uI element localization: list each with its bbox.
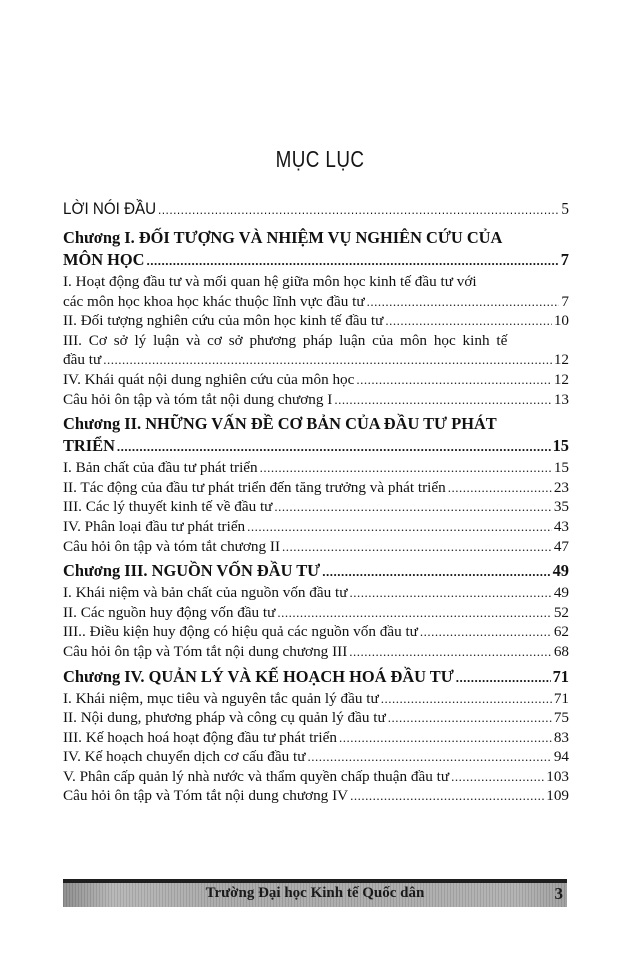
toc-chapter-1-title[interactable]: Chương I. ĐỐI TƯỢNG VÀ NHIỆM VỤ NGHIÊN CỨU CỦA [63, 228, 503, 247]
toc-page-number: 83 [553, 728, 569, 746]
toc-entry[interactable]: II. Đối tượng nghiên cứu của môn học kinh tế đầu tư ..... 10 [63, 311, 569, 331]
footer-university-name: Trường Đại học Kinh tế Quốc dân [205, 885, 425, 901]
dot-leader [367, 292, 560, 312]
toc-page-number: 62 [553, 623, 569, 641]
table-of-contents [63, 196, 569, 806]
toc-page-number: 52 [553, 603, 569, 621]
footer-page-number: 3 [554, 884, 563, 903]
dot-leader [448, 478, 552, 498]
dot-leader [356, 370, 551, 390]
toc-page-number: 5 [561, 199, 570, 218]
dot-leader [339, 728, 552, 748]
toc-entry[interactable]: đầu tư ..... 12 [63, 350, 569, 370]
dot-leader [456, 667, 551, 689]
toc-entry[interactable]: Câu hỏi ôn tập và tóm tắt nội dung chương I ..... 13 [63, 390, 569, 410]
toc-entry[interactable]: Câu hỏi ôn tập và Tóm tắt nội dung chương IV ..... 109 [63, 786, 569, 806]
dot-leader [247, 517, 552, 537]
toc-entry[interactable]: III.. Điều kiện huy động có hiệu quả các nguồn vốn đầu tư ..... 62 [63, 622, 569, 642]
dot-leader [277, 603, 551, 623]
toc-page-number: 68 [553, 642, 569, 660]
toc-entry[interactable]: Câu hỏi ôn tập và tóm tắt chương II ..... 47 [63, 537, 569, 557]
toc-page-number: 10 [553, 312, 569, 330]
dot-leader [350, 786, 544, 806]
toc-page-number: 43 [553, 517, 569, 535]
dot-leader [282, 537, 552, 557]
dot-leader [103, 350, 552, 370]
toc-page-number: 7 [560, 250, 569, 269]
toc-entry[interactable]: II. Nội dung, phương pháp và công cụ quản lý đầu tư ..... 75 [63, 708, 569, 728]
dot-leader [158, 197, 560, 223]
dot-leader [307, 747, 551, 767]
toc-chapter-4[interactable]: Chương IV. QUẢN LÝ VÀ KẾ HOẠCH HOÁ ĐẦU TƯ ..... 71 [63, 666, 569, 689]
toc-page-number: 75 [553, 709, 569, 727]
toc-page-number: 7 [561, 292, 569, 310]
dot-leader [388, 708, 552, 728]
toc-page-number: 12 [553, 370, 569, 388]
toc-entry-label: LỜI NÓI ĐẦU [63, 200, 157, 218]
toc-chapter-2-title[interactable]: Chương II. NHỮNG VẤN ĐỀ CƠ BẢN CỦA ĐẦU TƯ PHÁT [63, 414, 497, 434]
toc-entry[interactable]: IV. Kế hoạch chuyển dịch cơ cấu đầu tư ..... 94 [63, 747, 569, 767]
dot-leader [381, 689, 552, 709]
toc-entry-preface[interactable] [63, 196, 569, 223]
toc-entry[interactable]: I. Khái niệm, mục tiêu và nguyên tắc quản lý đầu tư ..... 71 [63, 689, 569, 709]
toc-page-number: 23 [553, 478, 569, 496]
toc-page-number: 94 [553, 748, 569, 766]
toc-page-number: 47 [553, 537, 569, 555]
toc-page-number: 49 [553, 584, 569, 602]
toc-page-number: 103 [546, 767, 569, 785]
toc-entry[interactable]: V. Phân cấp quản lý nhà nước và thẩm quyền chấp thuận đầu tư ..... 103 [63, 767, 569, 787]
dot-leader [420, 622, 552, 642]
dot-leader [117, 436, 551, 458]
toc-chapter-3[interactable]: Chương III. NGUỒN VỐN ĐẦU TƯ ..... 49 [63, 560, 569, 583]
toc-page-number: 109 [546, 787, 569, 805]
toc-page-number: 35 [553, 498, 569, 516]
toc-entry[interactable]: I. Hoạt động đầu tư và mối quan hệ giữa môn học kinh tế đầu tư với [63, 273, 477, 290]
dot-leader [385, 311, 551, 331]
toc-entry[interactable]: III. Kế hoạch hoá hoạt động đầu tư phát triển ..... 83 [63, 728, 569, 748]
dot-leader [260, 458, 552, 478]
toc-chapter-2[interactable]: TRIỂN ..... 15 [63, 435, 569, 458]
page-footer [63, 879, 567, 907]
toc-page-number: 15 [553, 459, 569, 477]
toc-page-number: 49 [552, 561, 569, 581]
dot-leader [147, 250, 559, 272]
toc-entry[interactable]: II. Các nguồn huy động vốn đầu tư ..... 52 [63, 603, 569, 623]
toc-page-number: 71 [553, 689, 569, 707]
toc-entry[interactable]: I. Khái niệm và bản chất của nguồn vốn đầu tư ..... 49 [63, 583, 569, 603]
toc-page-number: 12 [553, 351, 569, 369]
dot-leader [274, 497, 551, 517]
dot-leader [334, 390, 551, 410]
toc-page-number: 15 [552, 436, 569, 456]
toc-chapter-1[interactable]: MÔN HỌC ..... 7 [63, 249, 569, 272]
dot-leader [322, 561, 550, 583]
toc-entry[interactable]: IV. Khái quát nội dung nghiên cứu của môn học ..... 12 [63, 370, 569, 390]
toc-entry[interactable]: Câu hỏi ôn tập và Tóm tắt nội dung chương III ..... 68 [63, 642, 569, 662]
dot-leader [349, 583, 551, 603]
toc-entry[interactable]: I. Bản chất của đầu tư phát triển ..... 15 [63, 458, 569, 478]
toc-entry[interactable]: IV. Phân loại đầu tư phát triển ..... 43 [63, 517, 569, 537]
toc-entry[interactable]: II. Tác động của đầu tư phát triển đến tăng trưởng và phát triển ..... 23 [63, 478, 569, 498]
toc-page-number: 13 [553, 390, 569, 408]
dot-leader [349, 642, 552, 662]
toc-entry[interactable]: các môn học khoa học khác thuộc lĩnh vực đầu tư ..... 7 [63, 292, 569, 312]
toc-entry[interactable]: III. Các lý thuyết kinh tế về đầu tư ..... 35 [63, 497, 569, 517]
page-title: MỤC LỤC [275, 146, 365, 172]
toc-entry[interactable]: III. Cơ sở lý luận và cơ sở phương pháp luận của môn học kinh tế [63, 331, 508, 349]
dot-leader [451, 767, 544, 787]
toc-page-number: 71 [552, 666, 569, 686]
